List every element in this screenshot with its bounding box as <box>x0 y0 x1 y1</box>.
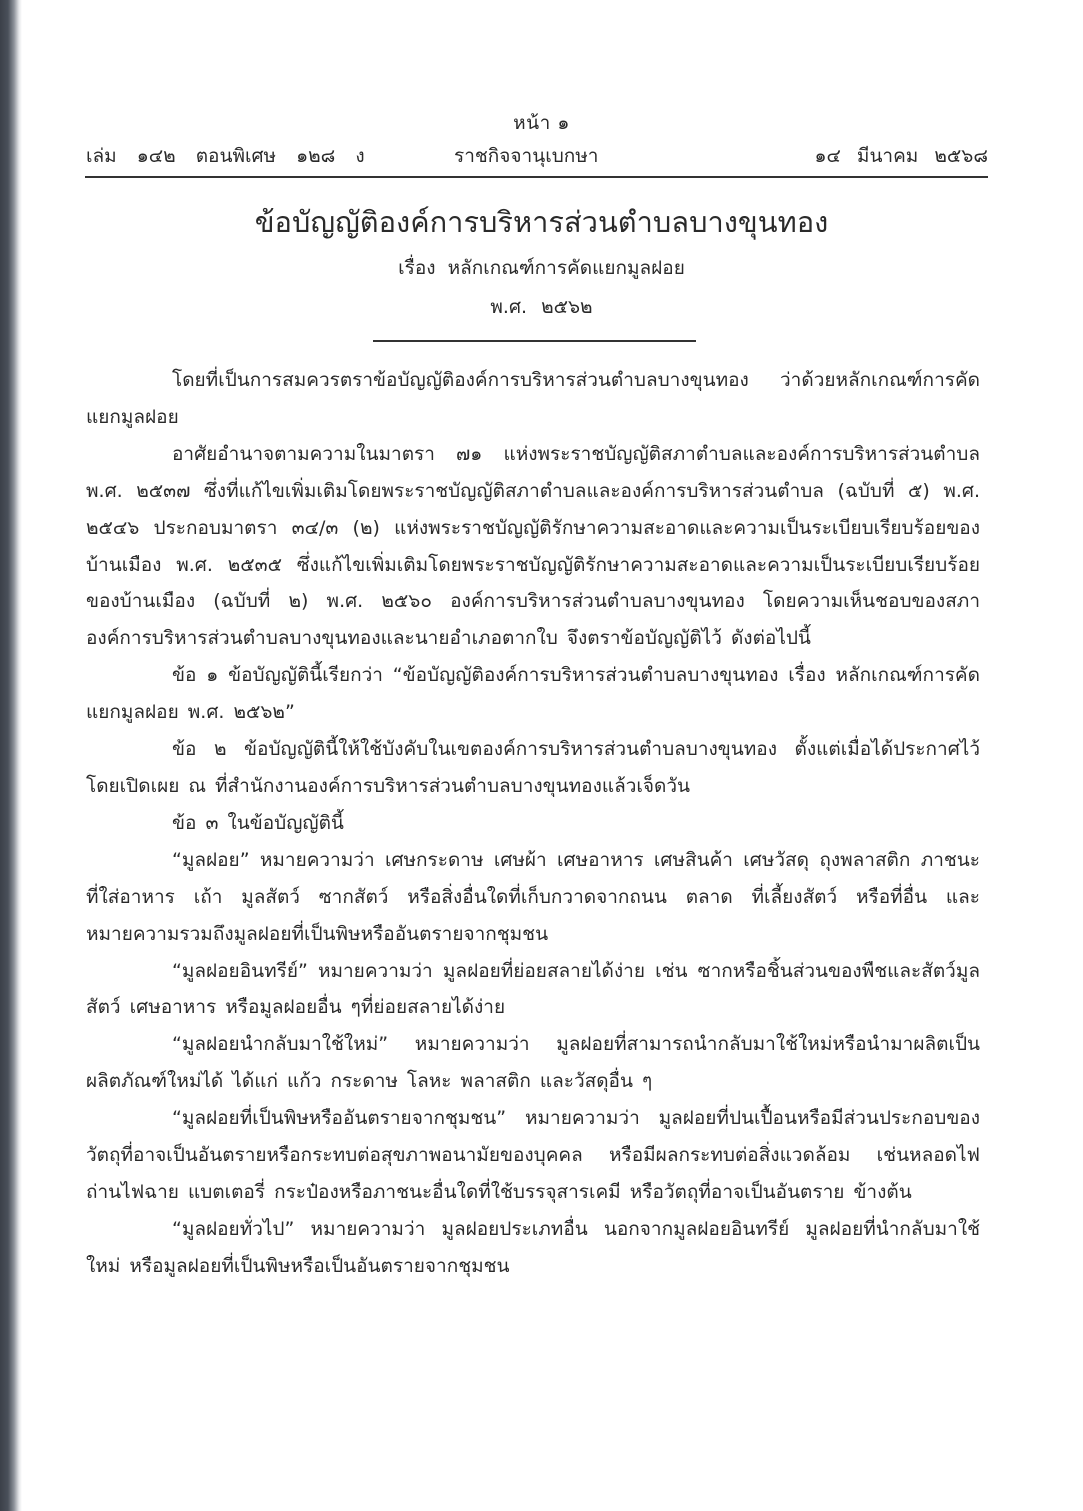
definition-recyclable-waste: “มูลฝอยนำกลับมาใช้ใหม่” หมายความว่า มูลฝอยที่สามารถนำกลับมาใช้ใหม่หรือนำมาผลิตเป็นผลิตภัณฑ์ใหม่ได้ ได้แก่ แก้ว กระดาษ โลหะ พลาสติก และวัสดุอื่น ๆ <box>86 1033 980 1093</box>
clause-2: ข้อ ๒ ข้อบัญญัตินี้ให้ใช้บังคับในเขตองค์การบริหารส่วนตำบลบางขุนทอง ตั้งแต่เมื่อได้ประกาศไว้โดยเปิดเผย ณ ที่สำนักงานองค์การบริหารส่วนตำบลบางขุนทองแล้วเจ็ดวัน <box>86 738 980 797</box>
clause-1: ข้อ ๑ ข้อบัญญัตินี้เรียกว่า “ข้อบัญญัติองค์การบริหารส่วนตำบลบางขุนทอง เรื่อง หลักเกณฑ์การคัดแยกมูลฝอย พ.ศ. ๒๕๖๒” <box>86 664 980 724</box>
document-title: ข้อบัญญัติองค์การบริหารส่วนตำบลบางขุนทอง <box>254 205 829 239</box>
publication-date: ๑๔ มีนาคม ๒๕๖๘ <box>814 145 988 167</box>
page-number: หน้า ๑ <box>513 112 570 134</box>
definition-hazardous-waste: “มูลฝอยที่เป็นพิษหรืออันตรายจากชุมชน” หมายความว่า มูลฝอยที่ปนเปื้อนหรือมีส่วนประกอบของวัตถุที่อาจเป็นอันตรายหรือกระทบต่อสุขภาพอนามัยของบุคคล หรือมีผลกระทบต่อสิ่งแวดล้อม เช่นหลอดไฟ ถ่านไฟฉาย แบตเตอรี่ กระป๋องหรือภาชนะอื่นใดที่ใช้บรรจุสารเคมี หรือวัตถุที่อาจเป็นอันตราย ข้างต้น <box>86 1107 980 1203</box>
definition-organic-waste: “มูลฝอยอินทรีย์” หมายความว่า มูลฝอยที่ย่อยสลายได้ง่าย เช่น ซากหรือชิ้นส่วนของพืชและสัตว์มูลสัตว์ เศษอาหาร หรือมูลฝอยอื่น ๆที่ย่อยสลายได้ง่าย <box>86 959 980 1019</box>
publication-name: ราชกิจจานุเบกษา <box>454 145 599 167</box>
clause-3: ข้อ ๓ ในข้อบัญญัตินี้ <box>172 811 344 834</box>
gazette-header <box>86 141 988 169</box>
volume-issue: เล่ม ๑๔๒ ตอนพิเศษ ๑๒๘ ง <box>86 145 365 167</box>
title-divider <box>373 340 696 342</box>
definition-waste: “มูลฝอย” หมายความว่า เศษกระดาษ เศษผ้า เศษอาหาร เศษสินค้า เศษวัสดุ ถุงพลาสติก ภาชนะที่ใส่อาหาร เถ้า มูลสัตว์ ซากสัตว์ หรือสิ่งอื่นใดที่เก็บกวาดจากถนน ตลาด ที่เลี้ยงสัตว์ หรือที่อื่น และหมายความรวมถึงมูลฝอยที่เป็นพิษหรืออันตรายจากชุมชน <box>86 848 980 945</box>
document-year: พ.ศ. ๒๕๖๒ <box>490 296 593 318</box>
authority-paragraph: อาศัยอำนาจตามความในมาตรา ๗๑ แห่งพระราชบัญญัติสภาตำบลและองค์การบริหารส่วนตำบล พ.ศ. ๒๕๓๗ ซึ่งที่แก้ไขเพิ่มเติมโดยพระราชบัญญัติสภาตำบลและองค์การบริหารส่วนตำบล (ฉบับที่ ๕) พ.ศ. ๒๕๔๖ ประกอบมาตรา ๓๔/๓ (๒) แห่งพระราชบัญญัติรักษาความสะอาดและความเป็นระเบียบเรียบร้อยของบ้านเมือง พ.ศ. ๒๕๓๕ ซึ่งแก้ไขเพิ่มเติมโดยพระราชบัญญัติรักษาความสะอาดและความเป็นระเบียบเรียบร้อยของบ้านเมือง (ฉบับที่ ๒) พ.ศ. ๒๕๖๐ องค์การบริหารส่วนตำบลบางขุนทอง โดยความเห็นชอบของสภาองค์การบริหารส่วนตำบลบางขุนทองและนายอำเภอตากใบ จึงตราข้อบัญญัติไว้ ดังต่อไปนี้ <box>86 442 980 650</box>
document-body <box>86 362 980 1285</box>
header-divider <box>85 176 988 178</box>
document-subtitle: เรื่อง หลักเกณฑ์การคัดแยกมูลฝอย <box>398 257 685 279</box>
definition-general-waste: “มูลฝอยทั่วไป” หมายความว่า มูลฝอยประเภทอื่น นอกจากมูลฝอยอินทรีย์ มูลฝอยที่นำกลับมาใช้ใหม่ หรือมูลฝอยที่เป็นพิษหรือเป็นอันตรายจากชุมชน <box>86 1217 980 1277</box>
preamble-paragraph: โดยที่เป็นการสมควรตราข้อบัญญัติองค์การบริหารส่วนตำบลบางขุนทอง ว่าด้วยหลักเกณฑ์การคัดแยกมูลฝอย <box>86 369 980 428</box>
